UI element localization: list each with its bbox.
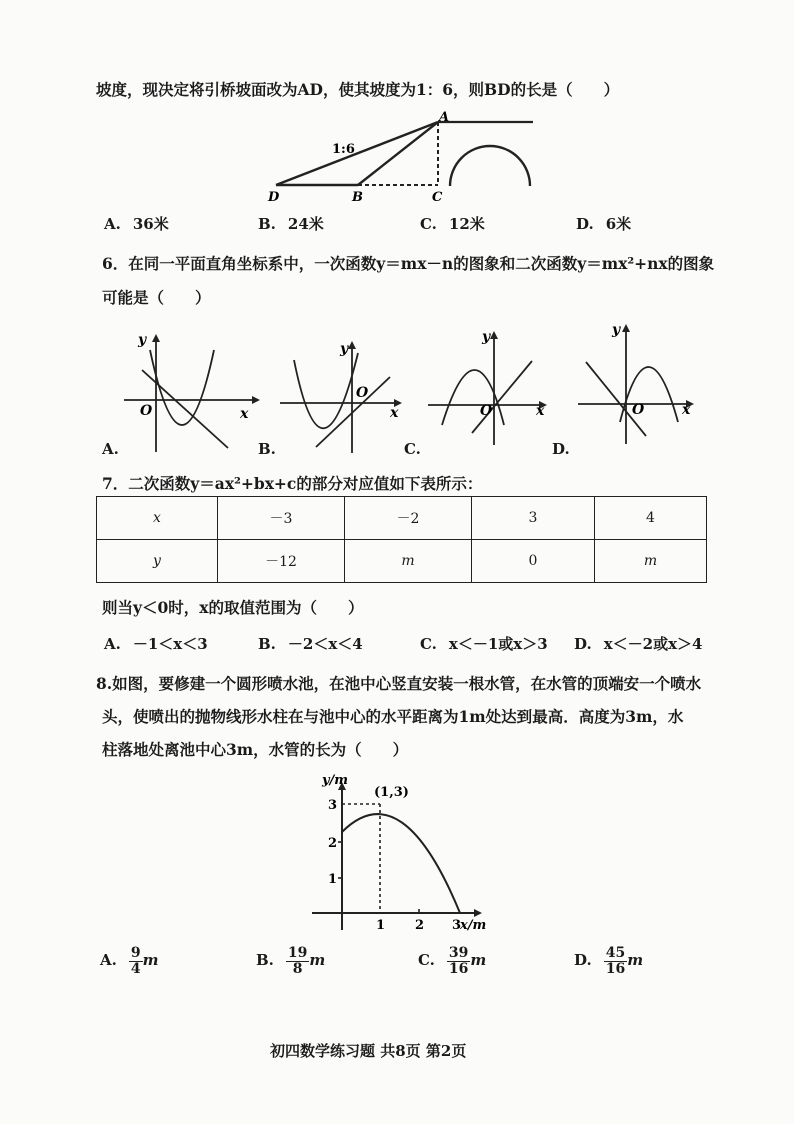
q8-fountain-graph [298, 770, 498, 935]
q8-stem-line1: 8.如图，要修建一个圆形喷水池，在池中心竖直安装一根水管，在水管的顶端安一个喷水 [96, 674, 702, 693]
origin-label: O [356, 385, 369, 401]
table-cell: m [595, 540, 707, 583]
slope-label: 1:6 [332, 142, 355, 157]
y-axis-label: y [340, 341, 349, 357]
y-axis-label: y [482, 329, 491, 345]
q6-graph-b [272, 335, 412, 455]
q5-option-d[interactable]: D. 6米 [576, 215, 632, 233]
q5-option-c[interactable]: C. 12米 [420, 215, 485, 233]
y-axis-label: y [138, 332, 147, 348]
q7-option-d[interactable]: D. x＜－2或x＞4 [574, 635, 703, 653]
q7-option-b[interactable]: B. －2＜x＜4 [258, 635, 363, 653]
point-b-label: B [352, 190, 363, 205]
q7-stem: 7．二次函数y＝ax²+bx+c的部分对应值如下表所示： [102, 474, 483, 493]
origin-label: O [632, 402, 645, 418]
table-cell: 0 [472, 540, 595, 583]
q7-option-a[interactable]: A. －1＜x＜3 [104, 635, 208, 653]
q8-stem-line3: 柱落地处离池中心3m，水管的长为（ ） [102, 740, 409, 759]
table-cell: －12 [218, 540, 345, 583]
point-d-label: D [268, 190, 280, 205]
table-row [97, 497, 707, 540]
origin-label: O [140, 403, 153, 419]
y-tick-label: 1 [328, 872, 338, 887]
q5-bridge-figure [260, 108, 550, 208]
x-tick-label: 2 [415, 918, 425, 933]
point-a-label: A [439, 110, 450, 125]
q6-stem-line1: 6．在同一平面直角坐标系中，一次函数y＝mx－n的图象和二次函数y＝mx²+nx的图象 [102, 254, 715, 273]
x-axis-label: x [240, 406, 249, 422]
q6-stem-line2: 可能是（ ） [102, 288, 211, 307]
q7-option-c[interactable]: C. x＜－1或x＞3 [420, 635, 548, 653]
q6-graph-d [574, 318, 704, 448]
q6-option-c[interactable]: C. [404, 440, 421, 458]
q8-option-b[interactable]: B. $\frac{19}{8}$ m [256, 945, 326, 977]
q8-option-d[interactable]: D. $\frac{45}{16}$ m [574, 945, 644, 977]
q8-option-a[interactable]: A. $\frac{9}{4}$ m [100, 945, 159, 977]
table-cell: x [97, 497, 218, 540]
vertex-label: (1,3) [374, 785, 409, 800]
x-axis-label: x [682, 402, 691, 418]
table-cell: －2 [345, 497, 472, 540]
x-axis-label: x [390, 405, 399, 421]
q5-tail-text: 坡度，现决定将引桥坡面改为AD，使其坡度为1：6，则BD的长是（ ） [96, 80, 620, 99]
q6-graph-a [120, 330, 260, 455]
origin-label: O [480, 403, 493, 419]
table-cell: 4 [595, 497, 707, 540]
q6-graph-c [424, 325, 559, 450]
table-cell: m [345, 540, 472, 583]
q6-option-b[interactable]: B. [258, 440, 276, 458]
y-tick-label: 2 [328, 836, 338, 851]
x-axis-label: x/m [460, 918, 487, 933]
q8-option-c[interactable]: C. $\frac{39}{16}$ m [418, 945, 487, 977]
table-cell: －3 [218, 497, 345, 540]
x-tick-label: 3 [452, 918, 462, 933]
table-cell: y [97, 540, 218, 583]
q5-option-a[interactable]: A. 36米 [104, 215, 169, 233]
q6-option-d[interactable]: D. [552, 440, 570, 458]
point-c-label: C [432, 190, 443, 205]
page-footer: 初四数学练习题 共8页 第2页 [270, 1042, 467, 1060]
y-axis-label: y [612, 322, 621, 338]
q5-option-b[interactable]: B. 24米 [258, 215, 324, 233]
q7-value-table [96, 496, 707, 583]
x-axis-label: x [536, 403, 545, 419]
q7-ask: 则当y＜0时，x的取值范围为（ ） [102, 598, 364, 617]
table-cell: 3 [472, 497, 595, 540]
y-axis-label: y/m [322, 773, 349, 788]
x-tick-label: 1 [376, 918, 386, 933]
q8-stem-line2: 头，使喷出的抛物线形水柱在与池中心的水平距离为1m处达到最高．高度为3m，水 [102, 707, 684, 726]
table-row [97, 540, 707, 583]
q6-option-a[interactable]: A. [102, 440, 119, 458]
y-tick-label: 3 [328, 798, 338, 813]
